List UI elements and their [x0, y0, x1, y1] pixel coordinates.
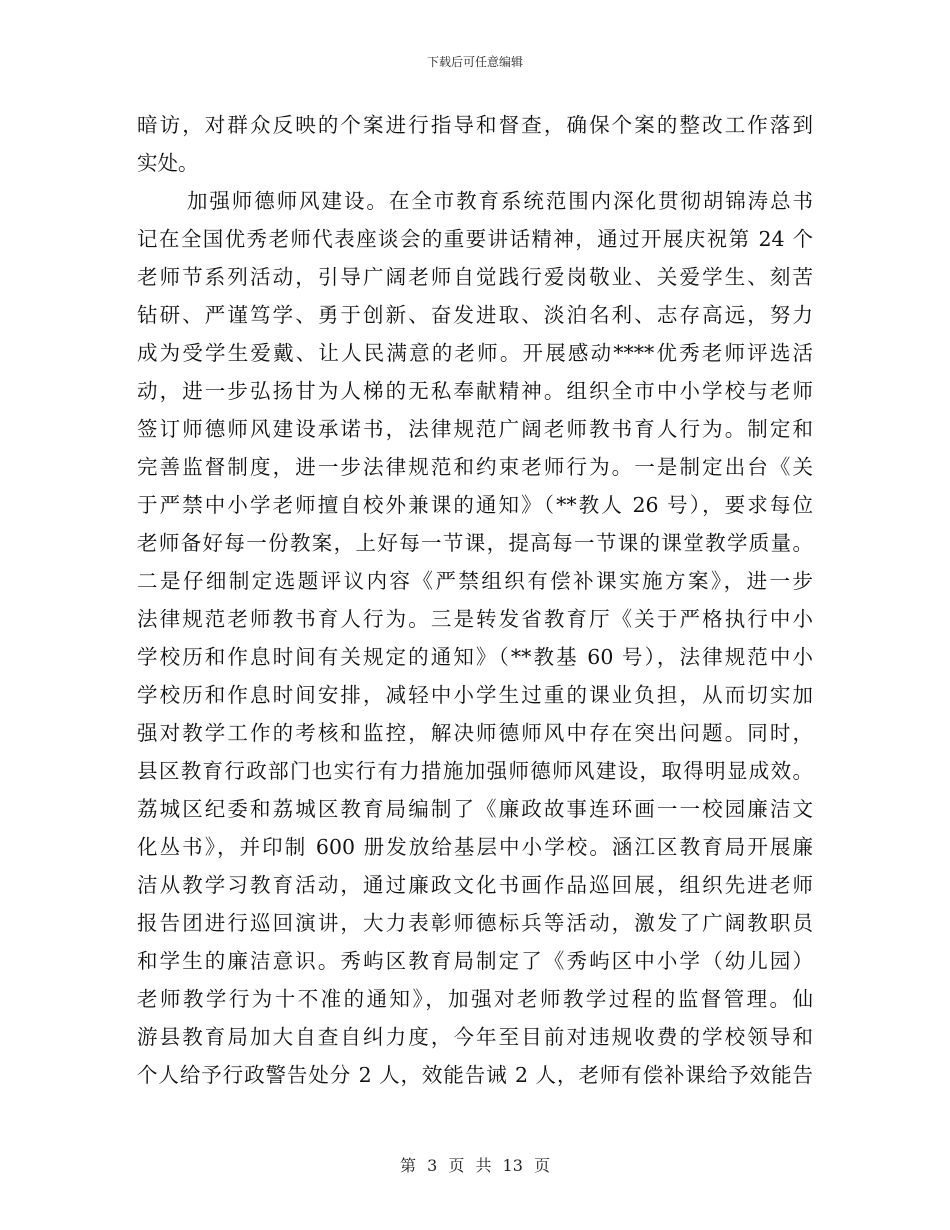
body-line: 游县教育局加大自查自纠力度，今年至目前对违规收费的学校领导和: [137, 1025, 813, 1049]
body-line: 动，进一步弘扬甘为人梯的无私奉献精神。组织全市中小学校与老师: [137, 379, 813, 403]
body-line: 洁从教学习教育活动，通过廉政文化书画作品巡回展，组织先进老师: [137, 873, 813, 897]
body-line: 法律规范老师教书育人行为。三是转发省教育厅《关于严格执行中小: [137, 607, 813, 631]
body-line: 老师教学行为十不准的通知》，加强对老师教学过程的监督管理。仙: [137, 987, 813, 1011]
body-line: 实处。: [137, 151, 199, 175]
document-body: [137, 106, 813, 1094]
page-number-footer: 第 3 页 共 13 页: [400, 1156, 550, 1175]
body-line: 完善监督制度，进一步法律规范和约束老师行为。一是制定出台《关: [137, 455, 813, 479]
body-line: 县区教育行政部门也实行有力措施加强师德师风建设，取得明显成效。: [137, 759, 813, 783]
body-line: 加强师德师风建设。在全市教育系统范围内深化贯彻胡锦涛总书: [187, 189, 813, 213]
body-line: 签订师德师风建设承诺书，法律规范广阔老师教书育人行为。制定和: [137, 417, 813, 441]
body-line: 个人给予行政警告处分 2 人，效能告诫 2 人，老师有偿补课给予效能告: [137, 1063, 813, 1087]
body-line: 报告团进行巡回演讲，大力表彰师德标兵等活动，激发了广阔教职员: [137, 911, 813, 935]
body-line: 荔城区纪委和荔城区教育局编制了《廉政故事连环画一一校园廉洁文: [137, 797, 813, 821]
body-line: 成为受学生爱戴、让人民满意的老师。开展感动****优秀老师评选活: [137, 341, 813, 365]
body-line: 强对教学工作的考核和监控，解决师德师风中存在突出问题。同时，: [137, 721, 813, 745]
body-line: 学校历和作息时间有关规定的通知》（**教基 60 号），法律规范中小: [137, 645, 813, 669]
body-line: 学校历和作息时间安排，减轻中小学生过重的课业负担，从而切实加: [137, 683, 813, 707]
body-line: 二是仔细制定选题评议内容《严禁组织有偿补课实施方案》，进一步: [137, 569, 813, 593]
body-line: 记在全国优秀老师代表座谈会的重要讲话精神，通过开展庆祝第 24 个: [137, 227, 813, 251]
page-header: 下载后可任意编辑: [426, 55, 523, 69]
body-line: 老师备好每一份教案，上好每一节课，提高每一节课的课堂教学质量。: [137, 531, 813, 555]
body-line: 和学生的廉洁意识。秀屿区教育局制定了《秀屿区中小学（幼儿园）: [137, 949, 813, 973]
body-line: 钻研、严谨笃学、勇于创新、奋发进取、淡泊名利、志存高远，努力: [137, 303, 813, 327]
body-line: 于严禁中小学老师擅自校外兼课的通知》（**教人 26 号），要求每位: [137, 493, 813, 517]
body-line: 化丛书》，并印制 600 册发放给基层中小学校。涵江区教育局开展廉: [137, 835, 813, 859]
body-line: 暗访，对群众反映的个案进行指导和督查，确保个案的整改工作落到: [137, 113, 813, 137]
body-line: 老师节系列活动，引导广阔老师自觉践行爱岗敬业、关爱学生、刻苦: [137, 265, 813, 289]
